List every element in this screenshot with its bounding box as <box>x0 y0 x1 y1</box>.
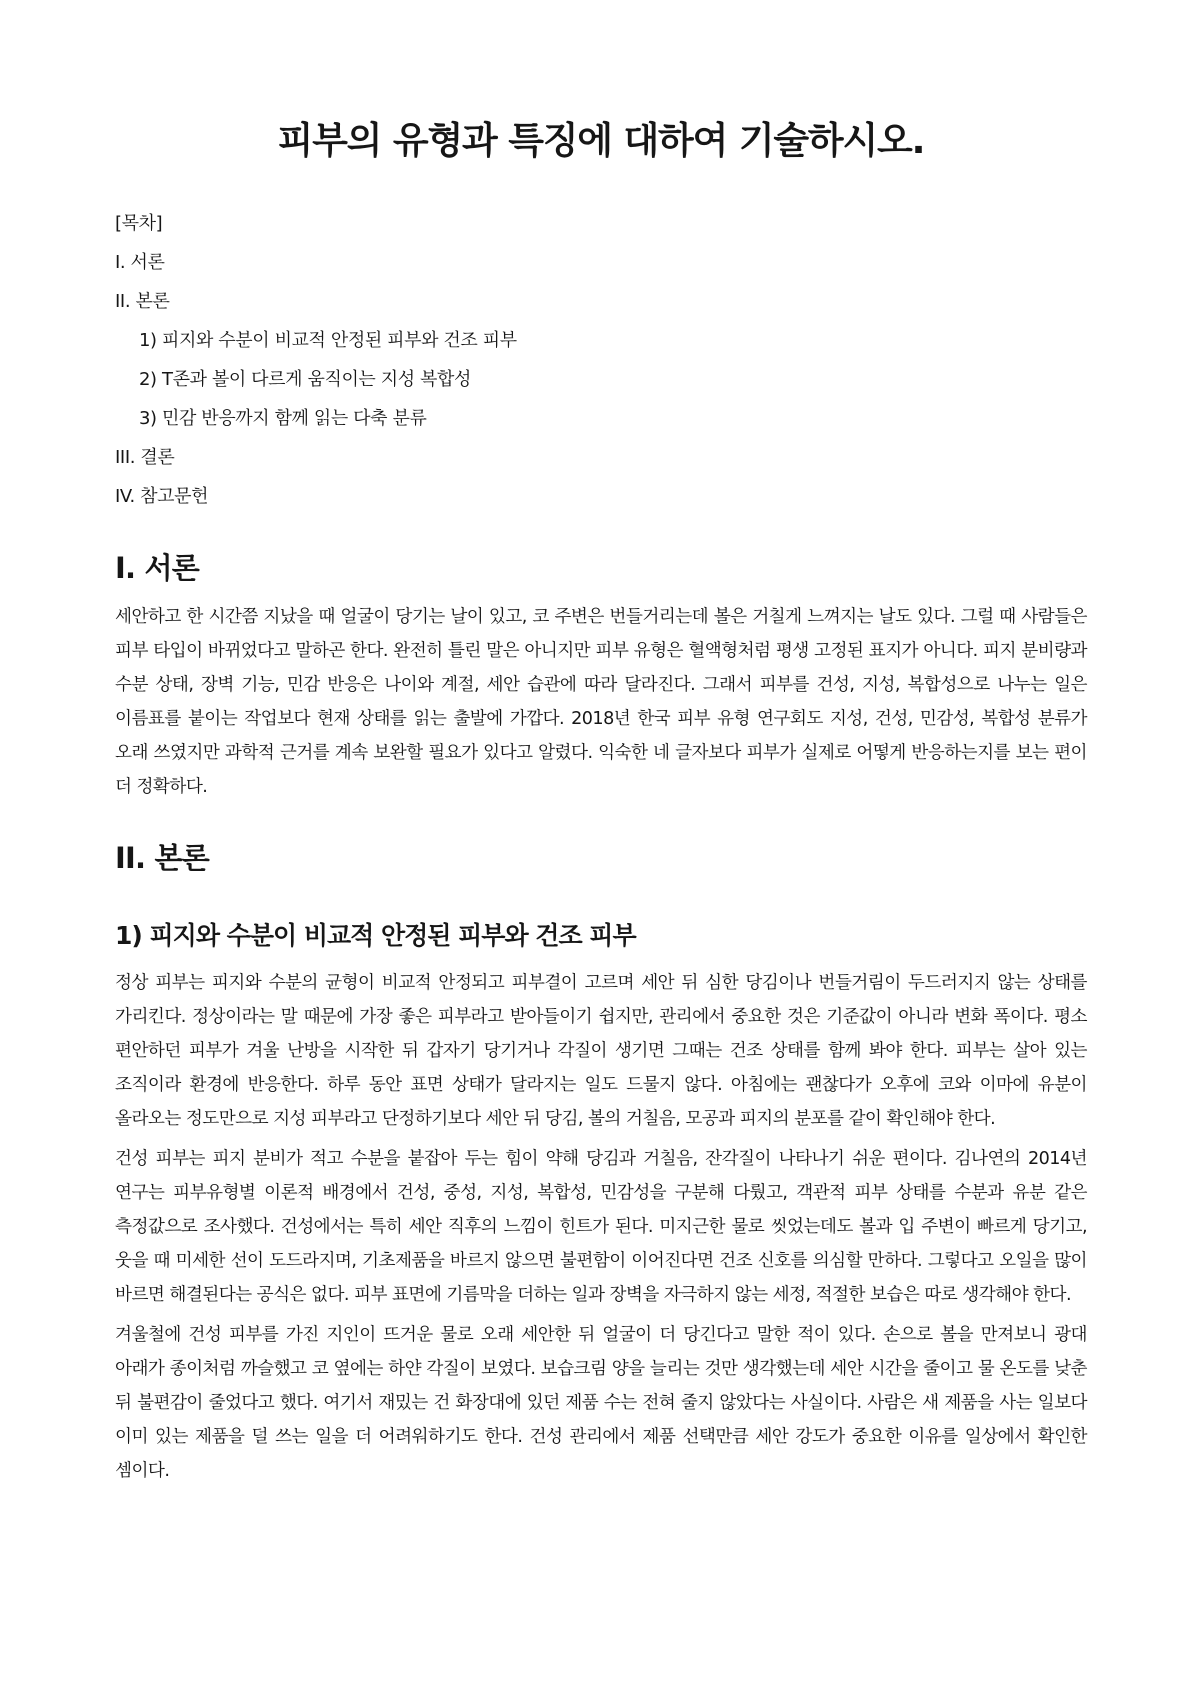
section-heading-body: II. 본론 <box>115 841 209 875</box>
toc-item: I. 서론 <box>115 252 165 273</box>
toc-item: IV. 참고문헌 <box>115 486 209 507</box>
section-heading-introduction: I. 서론 <box>115 551 199 585</box>
body-paragraph: 정상 피부는 피지와 수분의 균형이 비교적 안정되고 피부결이 고르며 세안 뒤 심한 당김이나 번들거림이 두드러지지 않는 상태를 가리킨다. 정상이라는 말 때문에 가장 좋은 피부라고 받아들이기 쉽지만, 관리에서 중요한 것은 기준값이 아니라 변화 폭이다. 평소 편안하던 피부가 겨울 난방을 시작한 뒤 갑자기 당기거나 각질이 생기면 그때는 건조 상태를 함께 봐야 한다. 피부는 살아 있는 조직이라 환경에 반응한다. 하루 동안 표면 상태가 달라지는 일도 드물지 않다. 아침에는 괜찮다가 오후에 코와 이마에 유분이 올라오는 정도만으로 지성 피부라고 단정하기보다 세안 뒤 당김, 볼의 거칠음, 모공과 피지의 분포를 같이 확인해야 한다. <box>115 973 1087 1129</box>
table-of-contents <box>115 204 1087 516</box>
body-paragraph: 건성 피부는 피지 분비가 적고 수분을 붙잡아 두는 힘이 약해 당김과 거칠음, 잔각질이 나타나기 쉬운 편이다. 김나연의 2014년 연구는 피부유형별 이론적 배경에서 건성, 중성, 지성, 복합성, 민감성을 구분해 다뤘고, 객관적 피부 상태를 수분과 유분 같은 측정값으로 조사했다. 건성에서는 특히 세안 직후의 느낌이 힌트가 된다. 미지근한 물로 씻었는데도 볼과 입 주변이 빠르게 당기고, 웃을 때 미세한 선이 도드라지며, 기초제품을 바르지 않으면 불편함이 이어진다면 건조 신호를 의심할 만하다. 그렇다고 오일을 많이 바르면 해결된다는 공식은 없다. 피부 표면에 기름막을 더하는 일과 장벽을 자극하지 않는 세정, 적절한 보습은 따로 생각해야 한다. <box>115 1149 1087 1305</box>
toc-label: [목차] <box>115 213 163 234</box>
toc-subitem: 1) 피지와 수분이 비교적 안정된 피부와 건조 피부 <box>139 330 517 351</box>
toc-subitem: 2) T존과 볼이 다르게 움직이는 지성 복합성 <box>139 369 472 390</box>
toc-item: II. 본론 <box>115 291 170 312</box>
introduction-paragraph: 세안하고 한 시간쯤 지났을 때 얼굴이 당기는 날이 있고, 코 주변은 번들거리는데 볼은 거칠게 느껴지는 날도 있다. 그럴 때 사람들은 피부 타입이 바뀌었다고 말하곤 한다. 완전히 틀린 말은 아니지만 피부 유형은 혈액형처럼 평생 고정된 표지가 아니다. 피지 분비량과 수분 상태, 장벽 기능, 민감 반응은 나이와 계절, 세안 습관에 따라 달라진다. 그래서 피부를 건성, 지성, 복합성으로 나누는 일은 이름표를 붙이는 작업보다 현재 상태를 읽는 출발에 가깝다. 2018년 한국 피부 유형 연구회도 지성, 건성, 민감성, 복합성 분류가 오래 쓰였지만 과학적 근거를 계속 보완할 필요가 있다고 알렸다. 익숙한 네 글자보다 피부가 실제로 어떻게 반응하는지를 보는 편이 더 정확하다. <box>115 607 1087 797</box>
toc-subitem: 3) 민감 반응까지 함께 읽는 다축 분류 <box>139 408 427 429</box>
body-paragraph: 겨울철에 건성 피부를 가진 지인이 뜨거운 물로 오래 세안한 뒤 얼굴이 더 당긴다고 말한 적이 있다. 손으로 볼을 만져보니 광대 아래가 종이처럼 까슬했고 코 옆에는 하얀 각질이 보였다. 보습크림 양을 늘리는 것만 생각했는데 세안 시간을 줄이고 물 온도를 낮춘 뒤 불편감이 줄었다고 했다. 여기서 재밌는 건 화장대에 있던 제품 수는 전혀 줄지 않았다는 사실이다. 사람은 새 제품을 사는 일보다 이미 있는 제품을 덜 쓰는 일을 더 어려워하기도 한다. 건성 관리에서 제품 선택만큼 세안 강도가 중요한 이유를 일상에서 확인한 셈이다. <box>115 1325 1087 1481</box>
document-title: 피부의 유형과 특징에 대하여 기술하시오. <box>277 119 925 162</box>
subsection-heading-normal-dry-skin: 1) 피지와 수분이 비교적 안정된 피부와 건조 피부 <box>115 921 636 950</box>
toc-item: III. 결론 <box>115 447 175 468</box>
